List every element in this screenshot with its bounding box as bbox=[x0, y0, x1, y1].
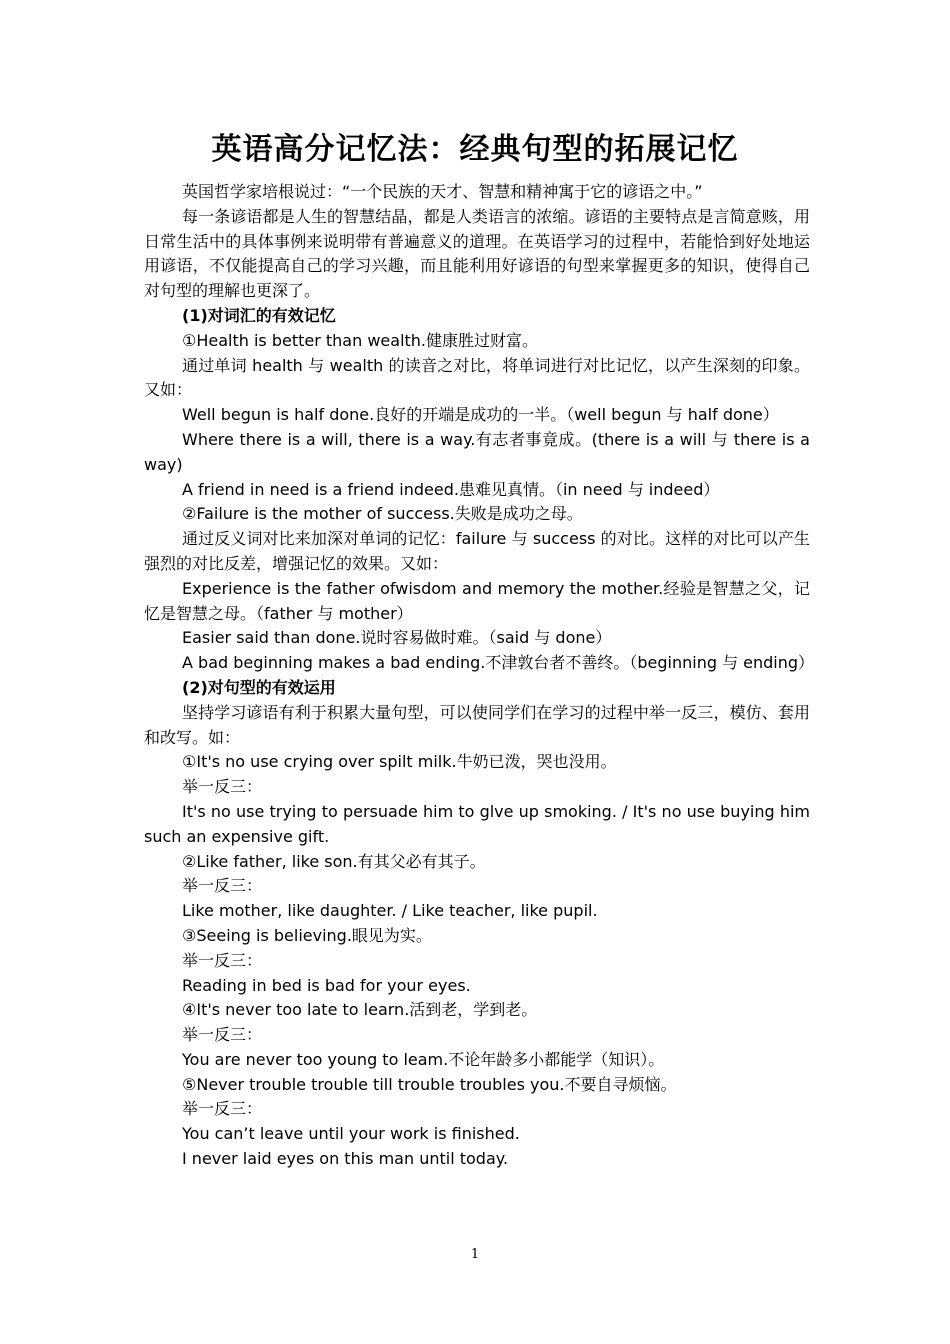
paragraph: Like mother, like daughter. / Like teacher, like pupil. bbox=[182, 901, 598, 921]
paragraph: You can’t leave until your work is finished. bbox=[182, 1124, 520, 1144]
paragraph: I never laid eyes on this man until today. bbox=[182, 1149, 509, 1169]
document-title: 英语高分记忆法：经典句型的拓展记忆 bbox=[211, 132, 739, 167]
paragraph: You are never too young to leam.不论年龄多小都能学（知识）。 bbox=[182, 1049, 665, 1069]
paragraph: Well begun is half done.良好的开端是成功的一半。（well begun 与 half done） bbox=[182, 405, 779, 425]
paragraph: ②Like father, like son.有其父必有其子。 bbox=[182, 851, 486, 871]
paragraph: 每一条谚语都是人生的智慧结晶，都是人类语言的浓缩。谚语的主要特点是言简意赅，用日常生活中的具体事例来说明带有普遍意义的道理。在英语学习的过程中，若能恰到好处地运用谚语，不仅能提高自己的学习兴趣，而且能利用好谚语的句型来掌握更多的知识，使得自己对句型的理解也更深了。 bbox=[144, 206, 810, 301]
paragraph: It's no use trying to persuade him to glve up smoking. / It's no use buying him such an expensive gift. bbox=[144, 801, 810, 846]
paragraph: 通过反义词对比来加深对单词的记忆：failure 与 success 的对比。这样的对比可以产生强烈的对比反差，增强记忆的效果。又如： bbox=[144, 529, 810, 573]
paragraph: ④It's never too late to learn.活到老，学到老。 bbox=[182, 1000, 538, 1020]
paragraph: 举一反三： bbox=[182, 950, 263, 970]
paragraph: 英国哲学家培根说过：“一个民族的天才、智慧和精神寓于它的谚语之中。” bbox=[182, 182, 703, 201]
paragraph: 举一反三： bbox=[182, 1099, 263, 1119]
section-heading: (2)对句型的有效运用 bbox=[182, 677, 336, 697]
paragraph: ①It's no use crying over spilt milk.牛奶已泼，哭也没用。 bbox=[182, 752, 617, 772]
paragraph: A bad beginning makes a bad ending.不津敦台者不善终。（beginning 与 ending） bbox=[182, 653, 815, 673]
paragraph: ①Health is better than wealth.健康胜过财富。 bbox=[182, 330, 539, 350]
document-body bbox=[144, 180, 815, 1172]
paragraph: 坚持学习谚语有利于积累大量句型，可以使同学们在学习的过程中举一反三，模仿、套用和改写。如： bbox=[144, 702, 810, 747]
paragraph: Where there is a will, there is a way.有志者事竟成。(there is a will 与 there is a way) bbox=[144, 429, 810, 474]
paragraph: Reading in bed is bad for your eyes. bbox=[182, 975, 471, 995]
paragraph: Easier said than done.说时容易做时难。（said 与 done） bbox=[182, 628, 612, 648]
paragraph: ③Seeing is believing.眼见为实。 bbox=[182, 925, 432, 945]
paragraph: ②Failure is the mother of success.失败是成功之母。 bbox=[182, 504, 583, 524]
paragraph: A friend in need is a friend indeed.患难见真情。（in need 与 indeed） bbox=[182, 479, 720, 499]
section-heading: (1)对词汇的有效记忆 bbox=[182, 305, 336, 325]
paragraph: 举一反三： bbox=[182, 1025, 263, 1045]
paragraph: 举一反三： bbox=[182, 777, 263, 797]
paragraph: 举一反三： bbox=[182, 876, 263, 896]
paragraph: Experience is the father ofwisdom and memory the mother.经验是智慧之父，记忆是智慧之母。（father 与 mother） bbox=[144, 578, 810, 623]
paragraph: ⑤Never trouble trouble till trouble troubles you.不要自寻烦恼。 bbox=[182, 1074, 677, 1094]
paragraph: 通过单词 health 与 wealth 的读音之对比，将单词进行对比记忆，以产生深刻的印象。又如： bbox=[144, 355, 810, 400]
page-number: 1 bbox=[470, 1247, 480, 1262]
